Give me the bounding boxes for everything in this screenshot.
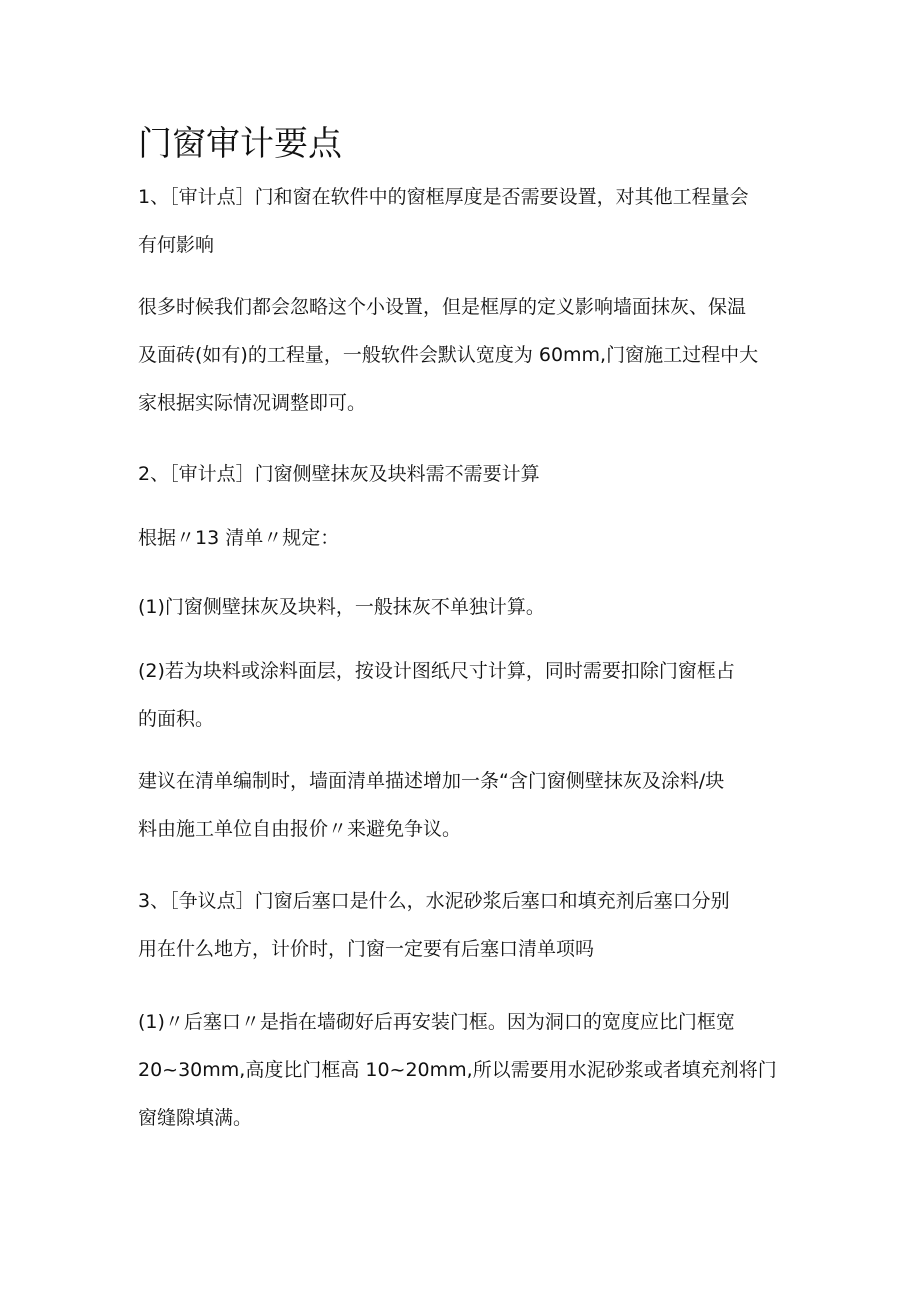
- question-2: [138, 450, 788, 498]
- text-line: 建议在清单编制时，墙面清单描述增加一条“含门窗侧壁抹灰及涂料/块: [138, 770, 725, 792]
- answer-2-intro: [138, 514, 788, 562]
- answer-3-item-1: [138, 998, 788, 1142]
- text-line: 有何影响: [138, 234, 215, 256]
- text-line: 家根据实际情况调整即可。: [138, 392, 367, 414]
- answer-1: [138, 283, 788, 427]
- text-line: 很多时候我们都会忽略这个小设置，但是框厚的定义影响墙面抹灰、保温: [138, 296, 747, 318]
- text-line: (2)若为块料或涂料面层，按设计图纸尺寸计算，同时需要扣除门窗框占: [138, 660, 735, 682]
- text-line: (1)〃后塞口〃是指在墙砌好后再安装门框。因为洞口的宽度应比门框宽: [138, 1011, 735, 1033]
- answer-2-item-2: [138, 647, 788, 743]
- question-1: [138, 173, 788, 269]
- text-line: 的面积。: [138, 708, 215, 730]
- page-title: 门窗审计要点: [138, 124, 342, 164]
- text-line: 1、［审计点］门和窗在软件中的窗框厚度是否需要设置，对其他工程量会: [138, 186, 749, 208]
- text-line: 2、［审计点］门窗侧壁抹灰及块料需不需要计算: [138, 463, 540, 485]
- text-line: 料由施工单位自由报价〃来避免争议。: [138, 818, 462, 840]
- text-line: 用在什么地方，计价时，门窗一定要有后塞口清单项吗: [138, 938, 595, 960]
- answer-2-item-1: [138, 583, 788, 631]
- answer-2-suggestion: [138, 757, 788, 853]
- question-3: [138, 877, 788, 973]
- text-line: 根据〃13 清单〃规定：: [138, 527, 340, 549]
- text-line: 3、［争议点］门窗后塞口是什么，水泥砂浆后塞口和填充剂后塞口分别: [138, 890, 730, 912]
- text-line: 窗缝隙填满。: [138, 1107, 253, 1129]
- text-line: 及面砖(如有)的工程量，一般软件会默认宽度为 60mm,门窗施工过程中大: [138, 344, 759, 366]
- text-line: (1)门窗侧壁抹灰及块料，一般抹灰不单独计算。: [138, 596, 545, 618]
- text-line: 20~30mm,高度比门框高 10~20mm,所以需要用水泥砂浆或者填充剂将门: [138, 1059, 777, 1081]
